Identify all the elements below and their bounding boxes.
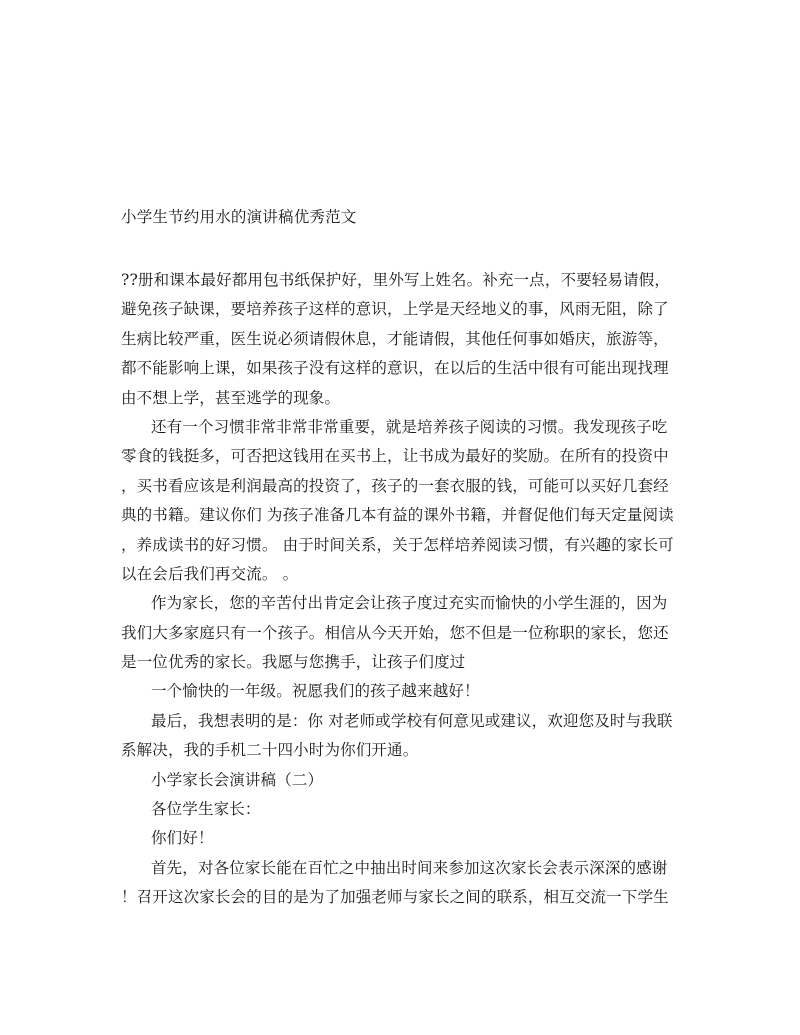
text-line: 由不想上学，甚至逃学的现象。 [121, 388, 341, 407]
text-line: 最后，我想表明的是：你 对老师或学校有何意见或建议，欢迎您及时与我联 [151, 711, 673, 730]
greeting: 你们好！ [151, 829, 214, 848]
text-line: 典的书籍。建议你们 为孩子准备几本有益的课外书籍，并督促他们每天定量阅读 [121, 506, 674, 525]
text-line: 以在会后我们再交流。 。 [121, 564, 299, 583]
document-body [121, 266, 674, 913]
text-line: ！召开这次家长会的目的是为了加强老师与家长之间的联系，相互交流一下学生 [121, 888, 669, 907]
text-line: 作为家长，您的辛苦付出肯定会让孩子度过充实而愉快的小学生涯的，因为 [151, 594, 668, 613]
text-line: 系解决，我的手机二十四小时为你们开通。 [121, 741, 419, 760]
text-line: ，买书看应该是利润最高的投资了，孩子的一套衣服的钱，可能可以买好几套经 [121, 476, 669, 495]
text-line: 是一位优秀的家长。我愿与您携手，让孩子们度过 [121, 653, 466, 672]
section-heading: 小学家长会演讲稿（二） [151, 770, 324, 789]
salutation: 各位学生家长： [151, 800, 261, 819]
text-line: 我们大多家庭只有一个孩子。相信从今天开始，您不但是一位称职的家长，您还 [121, 623, 669, 642]
text-line: 都不能影响上课，如果孩子没有这样的意识，在以后的生活中很有可能出现找理 [121, 359, 669, 378]
text-line: ，养成读书的好习惯。 由于时间关系，关于怎样培养阅读习惯，有兴趣的家长可 [121, 535, 674, 554]
document-title: 小学生节约用水的演讲稿优秀范文 [121, 208, 357, 226]
text-line: 还有一个习惯非常非常非常重要，就是培养孩子阅读的习惯。我发现孩子吃 [151, 417, 668, 436]
text-line: 首先，对各位家长能在百忙之中抽出时间来参加这次家长会表示深深的感谢 [151, 858, 668, 877]
text-line: 生病比较严重，医生说必须请假休息，才能请假，其他任何事如婚庆，旅游等， [121, 329, 669, 348]
text-line: ??册和课本最好都用包书纸保护好，里外写上姓名。补充一点，不要轻易请假， [121, 271, 671, 289]
text-line: 零食的钱挺多，可否把这钱用在买书上，让书成为最好的奖励。在所有的投资中 [121, 447, 669, 466]
text-line: 避免孩子缺课，要培养孩子这样的意识，上学是天经地义的事，风雨无阻，除了 [121, 300, 669, 319]
text-line: 一个愉快的一年级。祝愿我们的孩子越来越好！ [151, 682, 480, 701]
